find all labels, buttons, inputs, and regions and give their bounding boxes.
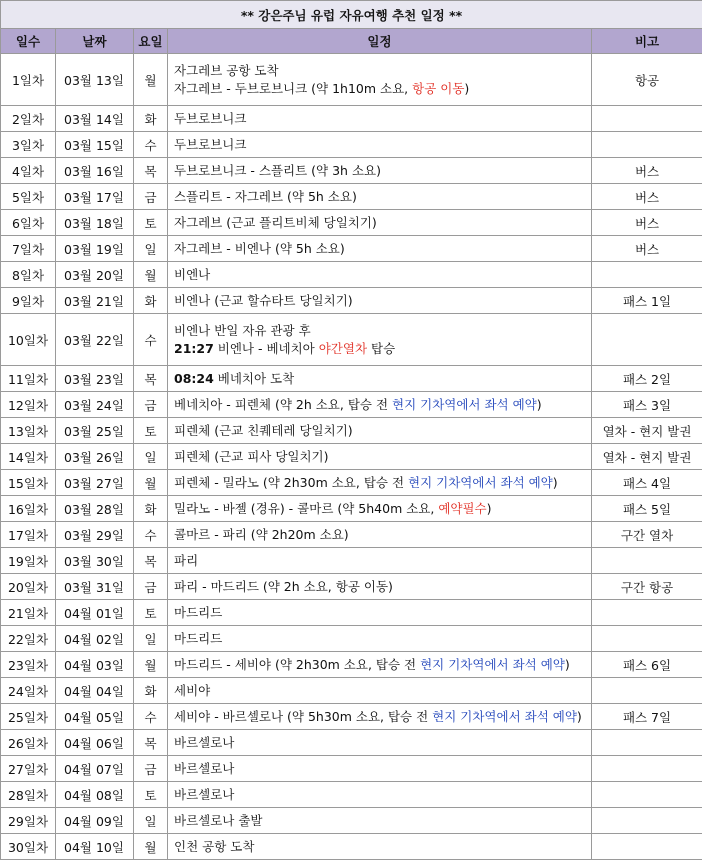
plan-line: [174, 422, 591, 440]
day-cell: 4일차: [1, 158, 56, 184]
date-cell: 03월 20일: [56, 262, 134, 288]
table-row: [1, 132, 702, 158]
plan-text: 자그레브 - 비엔나 (약 5h 소요): [174, 240, 345, 256]
plan-line: [174, 162, 591, 180]
plan-line: [174, 682, 591, 700]
weekday-cell: 월: [134, 262, 168, 288]
note-cell: [592, 808, 702, 834]
note-cell: [592, 756, 702, 782]
highlight-red-text: 항공 이동: [412, 80, 465, 96]
plan-text: 비엔나 반일 자유 관광 후: [174, 322, 311, 338]
plan-line: [174, 188, 591, 206]
header-note: 비고: [592, 29, 702, 54]
plan-line: [174, 604, 591, 622]
day-cell: 19일차: [1, 548, 56, 574]
weekday-cell: 일: [134, 626, 168, 652]
plan-text: 비엔나 (근교 할슈타트 당일치기): [174, 292, 353, 308]
weekday-cell: 금: [134, 392, 168, 418]
plan-text: 탑승: [367, 340, 396, 356]
highlight-blue-text: 현지 기차역에서 좌석 예약: [392, 396, 537, 412]
plan-cell: [168, 496, 592, 522]
weekday-cell: 화: [134, 678, 168, 704]
plan-text: ): [552, 474, 558, 490]
highlight-blue-text: 현지 기차역에서 좌석 예약: [432, 708, 577, 724]
table-row: [1, 782, 702, 808]
plan-text: 비엔나 - 베네치아: [213, 340, 319, 356]
plan-text: 마드리드 - 세비야 (약 2h30m 소요, 탑승 전: [174, 656, 421, 672]
note-cell: 패스 4일: [592, 470, 702, 496]
table-row: [1, 496, 702, 522]
plan-text: 피렌체 (근교 친퀘테레 당일치기): [174, 422, 353, 438]
date-cell: 03월 24일: [56, 392, 134, 418]
weekday-cell: 화: [134, 288, 168, 314]
weekday-cell: 화: [134, 106, 168, 132]
plan-line: [174, 396, 591, 414]
table-row: [1, 574, 702, 600]
note-cell: 구간 열차: [592, 522, 702, 548]
table-row: [1, 184, 702, 210]
date-cell: 03월 21일: [56, 288, 134, 314]
date-cell: 03월 17일: [56, 184, 134, 210]
plan-text: 자그레브 (근교 플리트비체 당일치기): [174, 214, 377, 230]
weekday-cell: 월: [134, 54, 168, 106]
note-cell: [592, 678, 702, 704]
weekday-cell: 토: [134, 418, 168, 444]
date-cell: 04월 01일: [56, 600, 134, 626]
table-row: [1, 730, 702, 756]
plan-line: [174, 474, 591, 492]
day-cell: 25일차: [1, 704, 56, 730]
date-cell: 03월 23일: [56, 366, 134, 392]
note-cell: 버스: [592, 236, 702, 262]
table-title: ** 강은주님 유럽 자유여행 추천 일정 **: [1, 1, 702, 29]
plan-cell: [168, 626, 592, 652]
note-cell: 열차 - 현지 발권: [592, 418, 702, 444]
note-cell: 버스: [592, 158, 702, 184]
plan-text: ): [486, 500, 492, 516]
weekday-cell: 수: [134, 132, 168, 158]
note-cell: 열차 - 현지 발권: [592, 444, 702, 470]
weekday-cell: 수: [134, 314, 168, 366]
plan-text: 마드리드: [174, 630, 223, 646]
table-row: [1, 652, 702, 678]
table-row: [1, 678, 702, 704]
date-cell: 03월 29일: [56, 522, 134, 548]
plan-cell: [168, 548, 592, 574]
date-cell: 04월 06일: [56, 730, 134, 756]
day-cell: 23일차: [1, 652, 56, 678]
weekday-cell: 월: [134, 470, 168, 496]
table-row: [1, 522, 702, 548]
time-text: 21:27: [174, 340, 214, 356]
weekday-cell: 수: [134, 704, 168, 730]
plan-line: [174, 136, 591, 154]
day-cell: 12일차: [1, 392, 56, 418]
date-cell: 03월 16일: [56, 158, 134, 184]
day-cell: 3일차: [1, 132, 56, 158]
plan-text: 두브로브니크: [174, 110, 247, 126]
note-cell: [592, 600, 702, 626]
table-row: [1, 54, 702, 106]
day-cell: 11일차: [1, 366, 56, 392]
note-cell: 버스: [592, 210, 702, 236]
highlight-blue-text: 현지 기차역에서 좌석 예약: [420, 656, 565, 672]
day-cell: 29일차: [1, 808, 56, 834]
weekday-cell: 토: [134, 600, 168, 626]
weekday-cell: 일: [134, 808, 168, 834]
plan-line: [174, 708, 591, 726]
plan-line: [174, 340, 591, 358]
plan-text: 바르셀로나: [174, 734, 235, 750]
plan-cell: [168, 730, 592, 756]
date-cell: 03월 13일: [56, 54, 134, 106]
plan-cell: [168, 652, 592, 678]
plan-cell: [168, 574, 592, 600]
plan-cell: [168, 704, 592, 730]
day-cell: 14일차: [1, 444, 56, 470]
plan-text: 비엔나: [174, 266, 211, 282]
weekday-cell: 금: [134, 756, 168, 782]
plan-line: [174, 656, 591, 674]
plan-text: 세비야: [174, 682, 211, 698]
plan-text: ): [576, 708, 582, 724]
weekday-cell: 금: [134, 574, 168, 600]
note-cell: [592, 314, 702, 366]
note-cell: 패스 5일: [592, 496, 702, 522]
plan-line: [174, 292, 591, 310]
day-cell: 9일차: [1, 288, 56, 314]
plan-text: 자그레브 - 두브로브니크 (약 1h10m 소요,: [174, 80, 413, 96]
plan-cell: [168, 54, 592, 106]
plan-text: ): [464, 80, 470, 96]
day-cell: 22일차: [1, 626, 56, 652]
note-cell: [592, 730, 702, 756]
highlight-blue-text: 현지 기차역에서 좌석 예약: [408, 474, 553, 490]
plan-text: 파리 - 마드리드 (약 2h 소요, 항공 이동): [174, 578, 393, 594]
header-weekday: 요일: [134, 29, 168, 54]
plan-cell: [168, 392, 592, 418]
weekday-cell: 월: [134, 834, 168, 860]
table-row: [1, 600, 702, 626]
weekday-cell: 일: [134, 236, 168, 262]
header-day: 일수: [1, 29, 56, 54]
weekday-cell: 목: [134, 366, 168, 392]
date-cell: 04월 04일: [56, 678, 134, 704]
plan-line: [174, 734, 591, 752]
date-cell: 03월 14일: [56, 106, 134, 132]
plan-text: 자그레브 공항 도착: [174, 62, 279, 78]
date-cell: 03월 31일: [56, 574, 134, 600]
plan-line: [174, 578, 591, 596]
date-cell: 03월 26일: [56, 444, 134, 470]
plan-line: [174, 240, 591, 258]
date-cell: 03월 22일: [56, 314, 134, 366]
date-cell: 04월 02일: [56, 626, 134, 652]
header-date: 날짜: [56, 29, 134, 54]
plan-cell: [168, 522, 592, 548]
plan-line: [174, 630, 591, 648]
date-cell: 04월 07일: [56, 756, 134, 782]
date-cell: 04월 05일: [56, 704, 134, 730]
note-cell: [592, 834, 702, 860]
note-cell: 패스 3일: [592, 392, 702, 418]
day-cell: 26일차: [1, 730, 56, 756]
day-cell: 21일차: [1, 600, 56, 626]
plan-cell: [168, 158, 592, 184]
day-cell: 30일차: [1, 834, 56, 860]
table-row: [1, 210, 702, 236]
plan-text: 밀라노 - 바젤 (경유) - 콜마르 (약 5h40m 소요,: [174, 500, 439, 516]
plan-line: [174, 786, 591, 804]
plan-text: 피렌체 (근교 피사 당일치기): [174, 448, 329, 464]
plan-line: [174, 552, 591, 570]
weekday-cell: 수: [134, 522, 168, 548]
weekday-cell: 목: [134, 730, 168, 756]
day-cell: 20일차: [1, 574, 56, 600]
note-cell: [592, 262, 702, 288]
table-row: [1, 392, 702, 418]
plan-text: 바르셀로나: [174, 786, 235, 802]
plan-cell: [168, 756, 592, 782]
plan-text: 베네치아 도착: [213, 370, 295, 386]
table-row: [1, 314, 702, 366]
table-row: [1, 470, 702, 496]
plan-line: [174, 448, 591, 466]
date-cell: 03월 15일: [56, 132, 134, 158]
weekday-cell: 토: [134, 782, 168, 808]
plan-cell: [168, 782, 592, 808]
date-cell: 04월 09일: [56, 808, 134, 834]
plan-line: [174, 80, 591, 98]
weekday-cell: 월: [134, 652, 168, 678]
plan-cell: [168, 600, 592, 626]
table-row: [1, 756, 702, 782]
day-cell: 24일차: [1, 678, 56, 704]
plan-line: [174, 370, 591, 388]
day-cell: 2일차: [1, 106, 56, 132]
plan-line: [174, 526, 591, 544]
table-row: [1, 236, 702, 262]
plan-text: 바르셀로나 출발: [174, 812, 263, 828]
time-text: 08:24: [174, 370, 214, 386]
table-row: [1, 808, 702, 834]
table-row: [1, 626, 702, 652]
table-row: [1, 262, 702, 288]
weekday-cell: 토: [134, 210, 168, 236]
date-cell: 03월 19일: [56, 236, 134, 262]
plan-cell: [168, 106, 592, 132]
note-cell: 버스: [592, 184, 702, 210]
plan-cell: [168, 366, 592, 392]
table-row: [1, 834, 702, 860]
note-cell: 패스 6일: [592, 652, 702, 678]
note-cell: 항공: [592, 54, 702, 106]
date-cell: 04월 10일: [56, 834, 134, 860]
day-cell: 10일차: [1, 314, 56, 366]
day-cell: 15일차: [1, 470, 56, 496]
plan-cell: [168, 678, 592, 704]
day-cell: 17일차: [1, 522, 56, 548]
plan-cell: [168, 184, 592, 210]
note-cell: [592, 626, 702, 652]
plan-cell: [168, 236, 592, 262]
note-cell: 패스 1일: [592, 288, 702, 314]
plan-text: 피렌체 - 밀라노 (약 2h30m 소요, 탑승 전: [174, 474, 409, 490]
plan-line: [174, 838, 591, 856]
plan-text: 콜마르 - 파리 (약 2h20m 소요): [174, 526, 349, 542]
plan-line: [174, 110, 591, 128]
plan-cell: [168, 418, 592, 444]
header-plan: 일정: [168, 29, 592, 54]
plan-cell: [168, 262, 592, 288]
table-row: [1, 704, 702, 730]
plan-cell: [168, 314, 592, 366]
day-cell: 1일차: [1, 54, 56, 106]
weekday-cell: 목: [134, 548, 168, 574]
plan-text: 두브로브니크 - 스플리트 (약 3h 소요): [174, 162, 381, 178]
note-cell: 구간 항공: [592, 574, 702, 600]
plan-text: ): [536, 396, 542, 412]
header-row: [1, 29, 702, 54]
day-cell: 7일차: [1, 236, 56, 262]
plan-line: [174, 62, 591, 80]
table-row: [1, 288, 702, 314]
day-cell: 28일차: [1, 782, 56, 808]
plan-line: [174, 500, 591, 518]
day-cell: 8일차: [1, 262, 56, 288]
table-row: [1, 418, 702, 444]
plan-cell: [168, 444, 592, 470]
plan-line: [174, 760, 591, 778]
note-cell: [592, 106, 702, 132]
plan-cell: [168, 808, 592, 834]
plan-line: [174, 266, 591, 284]
plan-text: 베네치아 - 피렌체 (약 2h 소요, 탑승 전: [174, 396, 392, 412]
day-cell: 27일차: [1, 756, 56, 782]
weekday-cell: 일: [134, 444, 168, 470]
plan-cell: [168, 288, 592, 314]
plan-text: ): [564, 656, 570, 672]
table-row: [1, 444, 702, 470]
plan-line: [174, 322, 591, 340]
plan-line: [174, 812, 591, 830]
plan-cell: [168, 834, 592, 860]
date-cell: 03월 18일: [56, 210, 134, 236]
plan-line: [174, 214, 591, 232]
note-cell: [592, 782, 702, 808]
table-row: [1, 366, 702, 392]
highlight-red-text: 예약필수: [438, 500, 487, 516]
date-cell: 04월 08일: [56, 782, 134, 808]
day-cell: 13일차: [1, 418, 56, 444]
table-row: [1, 106, 702, 132]
weekday-cell: 금: [134, 184, 168, 210]
date-cell: 03월 28일: [56, 496, 134, 522]
plan-text: 바르셀로나: [174, 760, 235, 776]
weekday-cell: 목: [134, 158, 168, 184]
day-cell: 5일차: [1, 184, 56, 210]
day-cell: 16일차: [1, 496, 56, 522]
note-cell: 패스 2일: [592, 366, 702, 392]
day-cell: 6일차: [1, 210, 56, 236]
date-cell: 03월 30일: [56, 548, 134, 574]
plan-text: 파리: [174, 552, 199, 568]
plan-text: 인천 공항 도착: [174, 838, 255, 854]
plan-cell: [168, 132, 592, 158]
plan-text: 두브로브니크: [174, 136, 247, 152]
plan-text: 스플리트 - 자그레브 (약 5h 소요): [174, 188, 357, 204]
plan-cell: [168, 470, 592, 496]
table-row: [1, 548, 702, 574]
date-cell: 03월 27일: [56, 470, 134, 496]
table-row: [1, 158, 702, 184]
date-cell: 04월 03일: [56, 652, 134, 678]
weekday-cell: 화: [134, 496, 168, 522]
highlight-red-text: 야간열차: [318, 340, 368, 356]
note-cell: [592, 132, 702, 158]
note-cell: 패스 7일: [592, 704, 702, 730]
date-cell: 03월 25일: [56, 418, 134, 444]
plan-text: 마드리드: [174, 604, 223, 620]
plan-cell: [168, 210, 592, 236]
note-cell: [592, 548, 702, 574]
plan-text: 세비야 - 바르셀로나 (약 5h30m 소요, 탑승 전: [174, 708, 433, 724]
